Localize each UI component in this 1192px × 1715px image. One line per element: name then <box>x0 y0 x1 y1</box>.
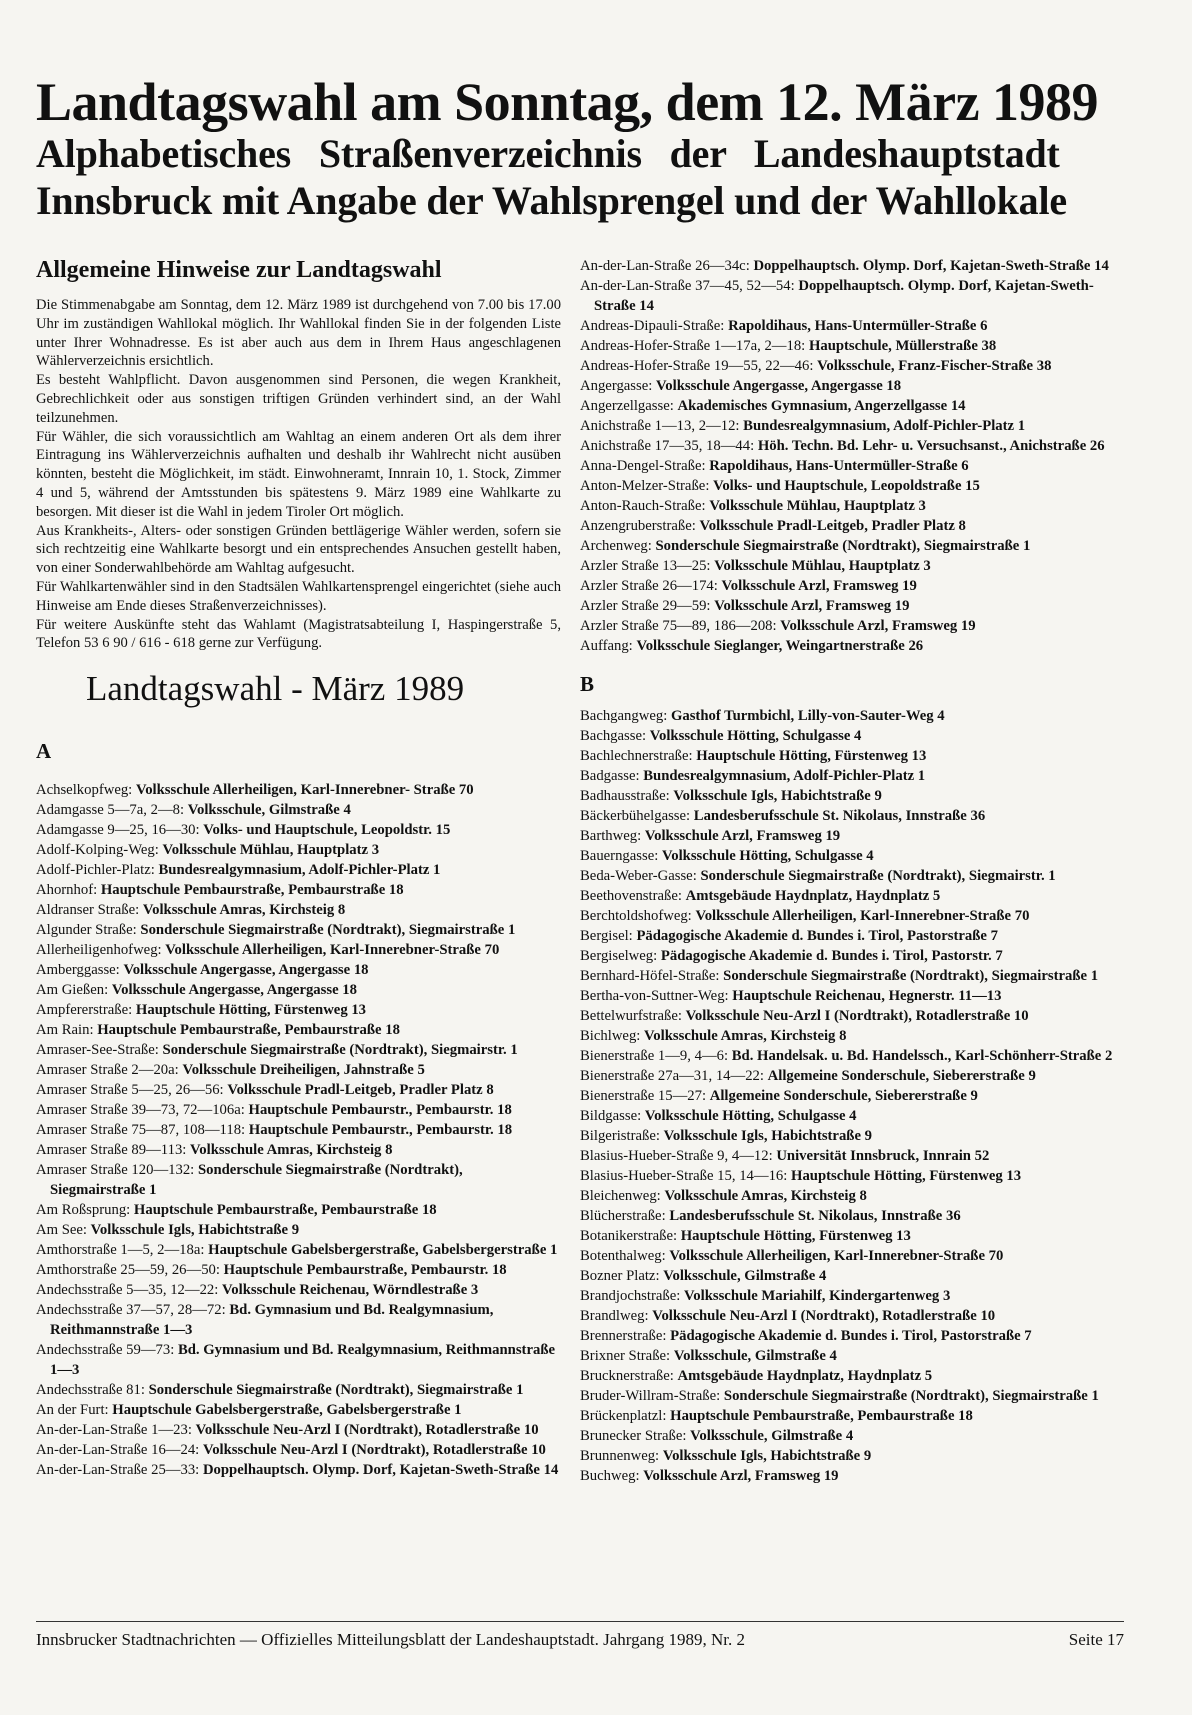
street-entry <box>580 1046 1126 1066</box>
street-name: Andreas-Hofer-Straße 19—55, 22—46: <box>580 358 814 374</box>
page-header <box>36 72 1126 1484</box>
polling-station: Bundesrealgymnasium, Adolf-Pichler-Platz 1 <box>158 862 441 879</box>
street-name: Arzler Straße 75—89, 186—208: <box>580 618 777 634</box>
street-entry <box>580 1026 1126 1046</box>
polling-station: Volksschule Pradl-Leitgeb, Pradler Platz 8 <box>699 518 966 534</box>
polling-station: Pädagogische Akademie d. Bundes i. Tirol, Pastorstr. 7 <box>660 948 1003 964</box>
street-name: Allerheiligenhofweg: <box>36 942 162 959</box>
street-entry <box>580 1426 1126 1446</box>
street-name: Brandlweg: <box>580 1308 649 1324</box>
street-entry <box>36 820 561 840</box>
street-name: Berchtoldshofweg: <box>580 908 692 924</box>
street-entry <box>580 1086 1126 1106</box>
street-entry <box>580 986 1126 1006</box>
street-entry <box>580 886 1126 906</box>
street-entry <box>580 536 1126 556</box>
street-entry <box>580 1166 1126 1186</box>
street-name: Bruder-Willram-Straße: <box>580 1388 721 1404</box>
polling-station: Volksschule Sieglanger, Weingartnerstraße 26 <box>636 638 924 654</box>
street-entry <box>36 940 561 960</box>
polling-station: Sonderschule Siegmairstraße (Nordtrakt), Siegmairstraße 1 <box>50 1162 463 1199</box>
street-name: Amraser-See-Straße: <box>36 1042 159 1059</box>
street-name: An-der-Lan-Straße 16—24: <box>36 1442 200 1459</box>
polling-station: Volksschule, Gilmstraße 4 <box>663 1268 827 1284</box>
street-name: Bachgangweg: <box>580 708 668 724</box>
right-column <box>580 256 1126 1486</box>
street-entry <box>36 1440 561 1460</box>
polling-station: Volksschule Mariahilf, Kindergartenweg 3 <box>684 1288 951 1304</box>
street-list-a <box>36 780 561 1480</box>
street-entry <box>36 880 561 900</box>
polling-station: Doppelhauptsch. Olymp. Dorf, Kajetan-Sweth-Straße 14 <box>753 258 1109 274</box>
polling-station: Volksschule, Gilmstraße 4 <box>673 1348 837 1364</box>
street-entry <box>580 1226 1126 1246</box>
left-column <box>36 256 561 1480</box>
street-entry <box>580 966 1126 986</box>
street-name: Bachgasse: <box>580 728 647 744</box>
street-name: Bilgeristraße: <box>580 1128 660 1144</box>
street-name: Am Roßsprung: <box>36 1202 131 1219</box>
polling-station: Sonderschule Siegmairstraße (Nordtrakt), Siegmairstr. 1 <box>700 868 1056 884</box>
polling-station: Volksschule Mühlau, Hauptplatz 3 <box>162 842 380 859</box>
polling-station: Volksschule Igls, Habichtstraße 9 <box>90 1222 300 1239</box>
polling-station: Bd. Gymnasium und Bd. Realgymnasium, Reithmannstraße 1—3 <box>50 1302 494 1339</box>
street-entry <box>36 860 561 880</box>
street-entry <box>580 316 1126 336</box>
street-entry <box>36 1300 561 1340</box>
street-name: Amthorstraße 1—5, 2—18a: <box>36 1242 205 1259</box>
street-entry <box>580 846 1126 866</box>
street-entry <box>36 920 561 940</box>
street-entry <box>36 780 561 800</box>
street-name: Bienerstraße 15—27: <box>580 1088 707 1104</box>
street-entry <box>580 576 1126 596</box>
street-name: Amraser Straße 89—113: <box>36 1142 187 1159</box>
street-name: Blasius-Hueber-Straße 9, 4—12: <box>580 1148 773 1164</box>
street-name: Anzengruberstraße: <box>580 518 696 534</box>
street-name: Anna-Dengel-Straße: <box>580 458 706 474</box>
street-entry <box>580 516 1126 536</box>
street-entry <box>580 1266 1126 1286</box>
street-entry <box>580 906 1126 926</box>
street-entry <box>36 1120 561 1140</box>
street-name: Amraser Straße 75—87, 108—118: <box>36 1122 246 1139</box>
street-name: Bäckerbühelgasse: <box>580 808 691 824</box>
page-footer <box>36 1621 1124 1650</box>
street-entry <box>580 1446 1126 1466</box>
street-name: Beda-Weber-Gasse: <box>580 868 697 884</box>
street-entry <box>580 456 1126 476</box>
hint-paragraph: Für Wähler, die sich voraussichtlich am Wahltag an einem anderen Ort als dem ihrer Eintragung ins Wählerverzeichnis aufhalten und deshalb ihr Wahlrecht nicht ausüben könnten, besteht die Möglichkeit, im städt. Einwohneramt, Innrain 10, 1. Stock, Zimmer 4 und 5, während der Amtsstunden bis spätestens 9. März 1989 eine Wahlkarte zu besorgen. Mit dieser ist die Wahl in jedem Tiroler Ort möglich. <box>36 428 561 520</box>
street-entry <box>36 980 561 1000</box>
street-entry <box>580 336 1126 356</box>
hint-paragraph: Es besteht Wahlpflicht. Davon ausgenommen sind Personen, die wegen Krankheit, Gebrechlichkeit oder aus sonstigen triftigen Gründen verhindert sind, an der Wahl teilzunehmen. <box>36 372 561 426</box>
street-name: Aldranser Straße: <box>36 902 140 919</box>
polling-station: Rapoldihaus, Hans-Untermüller-Straße 6 <box>728 318 988 334</box>
street-entry <box>580 396 1126 416</box>
street-name: Bertha-von-Suttner-Weg: <box>580 988 729 1004</box>
street-entry <box>580 926 1126 946</box>
polling-station: Hauptschule, Müllerstraße 38 <box>808 338 997 354</box>
polling-station: Volksschule Igls, Habichtstraße 9 <box>662 1448 872 1464</box>
street-entry <box>580 1366 1126 1386</box>
street-name: Anton-Melzer-Straße: <box>580 478 710 494</box>
polling-station: Volks- und Hauptschule, Leopoldstraße 15 <box>713 478 980 494</box>
polling-station: Hauptschule Hötting, Fürstenweg 13 <box>680 1228 911 1244</box>
street-name: Andreas-Dipauli-Straße: <box>580 318 725 334</box>
street-name: Amraser Straße 5—25, 26—56: <box>36 1082 224 1099</box>
polling-station: Volksschule Allerheiligen, Karl-Innerebner- Straße 70 <box>135 782 474 799</box>
polling-station: Hauptschule Pembaurstr., Pembaurstr. 18 <box>248 1102 512 1119</box>
street-name: Brixner Straße: <box>580 1348 671 1364</box>
street-name: An-der-Lan-Straße 37—45, 52—54: <box>580 278 795 294</box>
polling-station: Volksschule, Gilmstraße 4 <box>187 802 351 819</box>
street-name: Am Rain: <box>36 1022 94 1039</box>
polling-station: Volksschule Igls, Habichtstraße 9 <box>663 1128 873 1144</box>
polling-station: Volksschule Amras, Kirchsteig 8 <box>142 902 346 919</box>
street-entry <box>580 1306 1126 1326</box>
street-name: Bozner Platz: <box>580 1268 660 1284</box>
street-name: Brunecker Straße: <box>580 1428 687 1444</box>
polling-station: Volksschule Arzl, Framsweg 19 <box>643 1468 839 1484</box>
polling-station: Hauptschule Reichenau, Hegnerstr. 11—13 <box>732 988 1002 1004</box>
street-name: Bernhard-Höfel-Straße: <box>580 968 720 984</box>
street-name: Arzler Straße 29—59: <box>580 598 711 614</box>
street-name: Auffang: <box>580 638 633 654</box>
street-entry <box>36 1000 561 1020</box>
street-name: Blücherstraße: <box>580 1208 666 1224</box>
street-name: Buchweg: <box>580 1468 640 1484</box>
street-entry <box>580 496 1126 516</box>
polling-station: Hauptschule Pembaurstraße, Pembaurstraße 18 <box>97 1022 400 1039</box>
polling-station: Pädagogische Akademie d. Bundes i. Tirol, Pastorstraße 7 <box>670 1328 1032 1344</box>
street-entry <box>36 1460 561 1480</box>
street-entry <box>580 1246 1126 1266</box>
polling-station: Landesberufsschule St. Nikolaus, Innstraße 36 <box>693 808 986 824</box>
street-name: Bleichenweg: <box>580 1188 661 1204</box>
street-entry <box>36 1160 561 1200</box>
street-name: Angergasse: <box>580 378 653 394</box>
general-hints <box>36 256 561 653</box>
polling-station: Sonderschule Siegmairstraße (Nordtrakt), Siegmairstraße 1 <box>723 968 1099 984</box>
polling-station: Volksschule Arzl, Framsweg 19 <box>780 618 976 634</box>
polling-station: Volksschule Arzl, Framsweg 19 <box>721 578 917 594</box>
street-entry <box>580 766 1126 786</box>
street-entry <box>36 960 561 980</box>
street-name: Amraser Straße 2—20a: <box>36 1062 179 1079</box>
street-entry <box>36 1020 561 1040</box>
street-name: Botenthalweg: <box>580 1248 666 1264</box>
street-entry <box>580 1346 1126 1366</box>
street-entry <box>580 636 1126 656</box>
street-entry <box>36 1080 561 1100</box>
street-entry <box>580 416 1126 436</box>
polling-station: Sonderschule Siegmairstraße (Nordtrakt), Siegmairstraße 1 <box>723 1388 1099 1404</box>
street-entry <box>580 946 1126 966</box>
polling-station: Volksschule Hötting, Schulgasse 4 <box>649 728 862 744</box>
hint-paragraph: Für Wahlkartenwähler sind in den Stadtsälen Wahlkartensprengel eingerichtet (siehe auch Hinweise am Ende dieses Straßenverzeichnisses). <box>36 578 561 614</box>
street-entry <box>36 800 561 820</box>
hints-heading: Allgemeine Hinweise zur Landtagswahl <box>36 257 442 283</box>
polling-station: Hauptschule Gabelsbergerstraße, Gabelsbergerstraße 1 <box>208 1242 558 1259</box>
street-name: Anichstraße 1—13, 2—12: <box>580 418 740 434</box>
polling-station: Gasthof Turmbichl, Lilly-von-Sauter-Weg 4 <box>670 708 945 724</box>
polling-station: Sonderschule Siegmairstraße (Nordtrakt), Siegmairstraße 1 <box>655 538 1031 554</box>
street-entry <box>580 826 1126 846</box>
polling-station: Hauptschule Pembaurstr., Pembaurstr. 18 <box>248 1122 513 1139</box>
polling-station: Volksschule Reichenau, Wörndlestraße 3 <box>222 1282 479 1299</box>
polling-station: Hauptschule Pembaurstraße, Pembaurstraße 18 <box>100 882 404 899</box>
section-letter-a: A <box>36 739 52 764</box>
polling-station: Rapoldihaus, Hans-Untermüller-Straße 6 <box>709 458 969 474</box>
street-entry <box>580 436 1126 456</box>
street-entry <box>580 806 1126 826</box>
polling-station: Hauptschule Hötting, Fürstenweg 13 <box>696 748 927 764</box>
street-name: Brandjochstraße: <box>580 1288 681 1304</box>
polling-station: Allgemeine Sonderschule, Siebererstraße 9 <box>709 1088 978 1104</box>
street-name: Andechsstraße 5—35, 12—22: <box>36 1282 219 1299</box>
street-entry <box>580 356 1126 376</box>
street-name: Amraser Straße 120—132: <box>36 1162 195 1179</box>
street-entry <box>580 1466 1126 1486</box>
polling-station: Bundesrealgymnasium, Adolf-Pichler-Platz 1 <box>643 768 926 784</box>
polling-station: Volksschule Neu-Arzl I (Nordtrakt), Rotadlerstraße 10 <box>202 1442 546 1459</box>
polling-station: Hauptschule Hötting, Fürstenweg 13 <box>791 1168 1022 1184</box>
polling-station: Hauptschule Pembaurstraße, Pembaurstraße 18 <box>670 1408 973 1424</box>
polling-station: Doppelhauptsch. Olymp. Dorf, Kajetan-Sweth-Straße 14 <box>594 278 1094 314</box>
footer-publication: Innsbrucker Stadtnachrichten — Offizielles Mitteilungsblatt der Landeshauptstadt. Jahrgang 1989, Nr. 2 <box>36 1630 745 1649</box>
polling-station: Hauptschule Pembaurstraße, Pembaurstr. 18 <box>223 1262 507 1279</box>
polling-station: Volksschule Allerheiligen, Karl-Innerebner-Straße 70 <box>669 1248 1004 1264</box>
street-entry <box>36 840 561 860</box>
street-entry <box>580 1326 1126 1346</box>
street-entry <box>580 256 1126 276</box>
street-entry <box>580 1186 1126 1206</box>
polling-station: Volksschule, Franz-Fischer-Straße 38 <box>817 358 1052 374</box>
polling-station: Höh. Techn. Bd. Lehr- u. Versuchsanst., Anichstraße 26 <box>757 438 1105 454</box>
street-entry <box>36 1140 561 1160</box>
street-entry <box>36 1280 561 1300</box>
street-entry <box>36 1200 561 1220</box>
polling-station: Volksschule Amras, Kirchsteig 8 <box>644 1028 847 1044</box>
street-name: Algunder Straße: <box>36 922 137 939</box>
polling-station: Universität Innsbruck, Innrain 52 <box>776 1148 990 1164</box>
street-name: Angerzellgasse: <box>580 398 674 414</box>
street-entry <box>580 376 1126 396</box>
polling-station: Amtsgebäude Haydnplatz, Haydnplatz 5 <box>685 888 941 904</box>
street-name: Ahornhof: <box>36 882 98 899</box>
street-name: Arzler Straße 13—25: <box>580 558 711 574</box>
polling-station: Volksschule Angergasse, Angergasse 18 <box>123 962 369 979</box>
street-name: Andechsstraße 81: <box>36 1382 145 1399</box>
polling-station: Volksschule, Gilmstraße 4 <box>690 1428 854 1444</box>
street-name: Adolf-Pichler-Platz: <box>36 862 155 879</box>
street-name: Bienerstraße 1—9, 4—6: <box>580 1048 729 1064</box>
polling-station: Volksschule Allerheiligen, Karl-Innerebner-Straße 70 <box>695 908 1030 924</box>
street-entry <box>580 1406 1126 1426</box>
street-name: Anton-Rauch-Straße: <box>580 498 706 514</box>
street-entry <box>580 1126 1126 1146</box>
page-subtitle-line-2: Innsbruck mit Angabe der Wahlsprengel und der Wahllokale <box>36 178 1067 223</box>
street-name: Bergisel: <box>580 928 633 944</box>
street-entry <box>36 900 561 920</box>
street-entry <box>36 1400 561 1420</box>
polling-station: Sonderschule Siegmairstraße (Nordtrakt), Siegmairstraße 1 <box>140 922 516 939</box>
polling-station: Volksschule Neu-Arzl I (Nordtrakt), Rotadlerstraße 10 <box>195 1422 539 1439</box>
polling-station: Volksschule Mühlau, Hauptplatz 3 <box>714 558 931 574</box>
street-name: Beethovenstraße: <box>580 888 682 904</box>
polling-station: Bd. Handelsak. u. Bd. Handelssch., Karl-Schönherr-Straße 2 <box>731 1048 1113 1064</box>
street-name: Andreas-Hofer-Straße 1—17a, 2—18: <box>580 338 806 354</box>
street-name: An-der-Lan-Straße 25—33: <box>36 1462 200 1479</box>
street-name: An der Furt: <box>36 1402 109 1419</box>
street-entry <box>580 786 1126 806</box>
street-name: Badhausstraße: <box>580 788 670 804</box>
street-entry <box>580 1066 1126 1086</box>
street-name: Anichstraße 17—35, 18—44: <box>580 438 755 454</box>
street-name: Bachlechnerstraße: <box>580 748 693 764</box>
street-entry <box>580 1386 1126 1406</box>
street-entry <box>580 596 1126 616</box>
street-entry <box>580 1206 1126 1226</box>
polling-station: Bd. Gymnasium und Bd. Realgymnasium, Reithmannstraße 1—3 <box>50 1342 556 1379</box>
street-entry <box>580 746 1126 766</box>
polling-station: Volksschule Neu-Arzl I (Nordtrakt), Rotadlerstraße 10 <box>685 1008 1029 1024</box>
street-entry <box>580 276 1126 316</box>
street-name: Adamgasse 9—25, 16—30: <box>36 822 200 839</box>
street-entry <box>580 556 1126 576</box>
polling-station: Allgemeine Sonderschule, Siebererstraße 9 <box>767 1068 1036 1084</box>
street-entry <box>36 1220 561 1240</box>
street-name: Brückenplatzl: <box>580 1408 667 1424</box>
street-name: Bergiselweg: <box>580 948 658 964</box>
polling-station: Volksschule Dreiheiligen, Jahnstraße 5 <box>182 1062 425 1079</box>
street-name: Archenweg: <box>580 538 652 554</box>
street-name: Amberggasse: <box>36 962 120 979</box>
polling-station: Amtsgebäude Haydnplatz, Haydnplatz 5 <box>677 1368 933 1384</box>
hint-paragraph: Die Stimmenabgabe am Sonntag, dem 12. März 1989 ist durchgehend von 7.00 bis 17.00 Uhr im zuständigen Wahllokal möglich. Ihr Wahllokal finden Sie in der folgenden Liste unter Ihrer Wohnadresse. Es ist aber auch aus dem in Ihrem Haus angeschlagenen Wählerverzeichnis ersichtlich. <box>36 297 561 370</box>
polling-station: Volksschule Hötting, Schulgasse 4 <box>644 1108 857 1124</box>
street-name: Ampfererstraße: <box>36 1002 133 1019</box>
street-entry <box>36 1240 561 1260</box>
list-title: Landtagswahl - März 1989 <box>86 669 465 709</box>
hint-paragraph: Für weitere Auskünfte steht das Wahlamt (Magistratsabteilung I, Haspingerstraße 5, Telefon 53 6 90 / 616 - 618 gerne zur Verfügung. <box>36 616 561 652</box>
street-name: Adolf-Kolping-Weg: <box>36 842 159 859</box>
street-name: Adamgasse 5—7a, 2—8: <box>36 802 185 819</box>
polling-station: Volksschule Hötting, Schulgasse 4 <box>661 848 874 864</box>
street-name: Brennerstraße: <box>580 1328 667 1344</box>
street-name: Andechsstraße 59—73: <box>36 1342 175 1359</box>
polling-station: Hauptschule Hötting, Fürstenweg 13 <box>135 1002 367 1019</box>
street-name: Am Gießen: <box>36 982 109 999</box>
street-name: An-der-Lan-Straße 1—23: <box>36 1422 192 1439</box>
street-name: Barthweg: <box>580 828 642 844</box>
street-name: Amthorstraße 25—59, 26—50: <box>36 1262 220 1279</box>
street-entry <box>36 1040 561 1060</box>
polling-station: Doppelhauptsch. Olymp. Dorf, Kajetan-Sweth-Straße 14 <box>202 1462 559 1479</box>
street-entry <box>580 1286 1126 1306</box>
page-title: Landtagswahl am Sonntag, dem 12. März 1989 <box>36 72 1099 132</box>
street-name: Bichlweg: <box>580 1028 641 1044</box>
page-subtitle-line-1: Alphabetisches Straßenverzeichnis der Landeshauptstadt <box>36 131 1060 176</box>
polling-station: Volksschule Arzl, Framsweg 19 <box>714 598 910 614</box>
street-name: Badgasse: <box>580 768 640 784</box>
street-name: Botanikerstraße: <box>580 1228 678 1244</box>
street-entry <box>36 1260 561 1280</box>
street-entry <box>580 726 1126 746</box>
street-name: Achselkopfweg: <box>36 782 133 799</box>
street-entry <box>36 1380 561 1400</box>
polling-station: Hauptschule Pembaurstraße, Pembaurstraße 18 <box>133 1202 437 1219</box>
polling-station: Sonderschule Siegmairstraße (Nordtrakt), Siegmairstraße 1 <box>148 1382 524 1399</box>
hint-paragraph: Aus Krankheits-, Alters- oder sonstigen Gründen bettlägerige Wähler werden, sofern sie sich rechtzeitig eine Wahlkarte besorgt und ein entsprechendes Ansuchen gestellt haben, von einer Sonderwahlbehörde am Wahltag aufgesucht. <box>36 522 561 577</box>
street-name: Andechsstraße 37—57, 28—72: <box>36 1302 226 1319</box>
street-name: Blasius-Hueber-Straße 15, 14—16: <box>580 1168 788 1184</box>
page-number: Seite 17 <box>1068 1630 1124 1649</box>
street-name: Brucknerstraße: <box>580 1368 674 1384</box>
polling-station: Volksschule Mühlau, Hauptplatz 3 <box>709 498 926 514</box>
section-letter-b: B <box>580 672 595 696</box>
polling-station: Volksschule Pradl-Leitgeb, Pradler Platz 8 <box>227 1082 494 1099</box>
street-entry <box>36 1060 561 1080</box>
polling-station: Volksschule Igls, Habichtstraße 9 <box>673 788 882 804</box>
polling-station: Bundesrealgymnasium, Adolf-Pichler-Platz 1 <box>743 418 1026 434</box>
street-name: Bildgasse: <box>580 1108 642 1124</box>
street-name: Bauerngasse: <box>580 848 659 864</box>
street-name: Amraser Straße 39—73, 72—106a: <box>36 1102 245 1119</box>
polling-station: Volksschule Angergasse, Angergasse 18 <box>111 982 357 999</box>
polling-station: Volksschule Arzl, Framsweg 19 <box>644 828 841 844</box>
polling-station: Pädagogische Akademie d. Bundes i. Tirol, Pastorstraße 7 <box>636 928 998 944</box>
street-entry <box>36 1100 561 1120</box>
street-entry <box>580 616 1126 636</box>
polling-station: Volksschule Neu-Arzl I (Nordtrakt), Rotadlerstraße 10 <box>652 1308 996 1324</box>
street-entry <box>580 476 1126 496</box>
street-entry <box>36 1340 561 1380</box>
polling-station: Volksschule Amras, Kirchsteig 8 <box>664 1188 867 1204</box>
polling-station: Volks- und Hauptschule, Leopoldstr. 15 <box>203 822 451 839</box>
street-name: Brunnenweg: <box>580 1448 660 1464</box>
street-name: Am See: <box>36 1222 87 1239</box>
street-entry <box>580 1106 1126 1126</box>
street-list-b <box>580 706 1126 1486</box>
street-name: An-der-Lan-Straße 26—34c: <box>580 258 750 274</box>
polling-station: Volksschule Amras, Kirchsteig 8 <box>190 1142 393 1159</box>
street-entry <box>580 1006 1126 1026</box>
polling-station: Sonderschule Siegmairstraße (Nordtrakt), Siegmairstr. 1 <box>162 1042 518 1059</box>
street-entry <box>580 706 1126 726</box>
polling-station: Hauptschule Gabelsbergerstraße, Gabelsbergerstraße 1 <box>112 1402 462 1419</box>
street-name: Arzler Straße 26—174: <box>580 578 718 594</box>
street-name: Bettelwurfstraße: <box>580 1008 682 1024</box>
polling-station: Landesberufsschule St. Nikolaus, Innstraße 36 <box>669 1208 961 1224</box>
street-entry <box>580 1146 1126 1166</box>
street-list-a-continued <box>580 256 1126 656</box>
polling-station: Volksschule Allerheiligen, Karl-Innerebner-Straße 70 <box>165 942 500 959</box>
polling-station: Volksschule Angergasse, Angergasse 18 <box>656 378 902 394</box>
street-entry <box>580 866 1126 886</box>
street-entry <box>36 1420 561 1440</box>
street-name: Bienerstraße 27a—31, 14—22: <box>580 1068 764 1084</box>
polling-station: Akademisches Gymnasium, Angerzellgasse 14 <box>677 398 966 414</box>
